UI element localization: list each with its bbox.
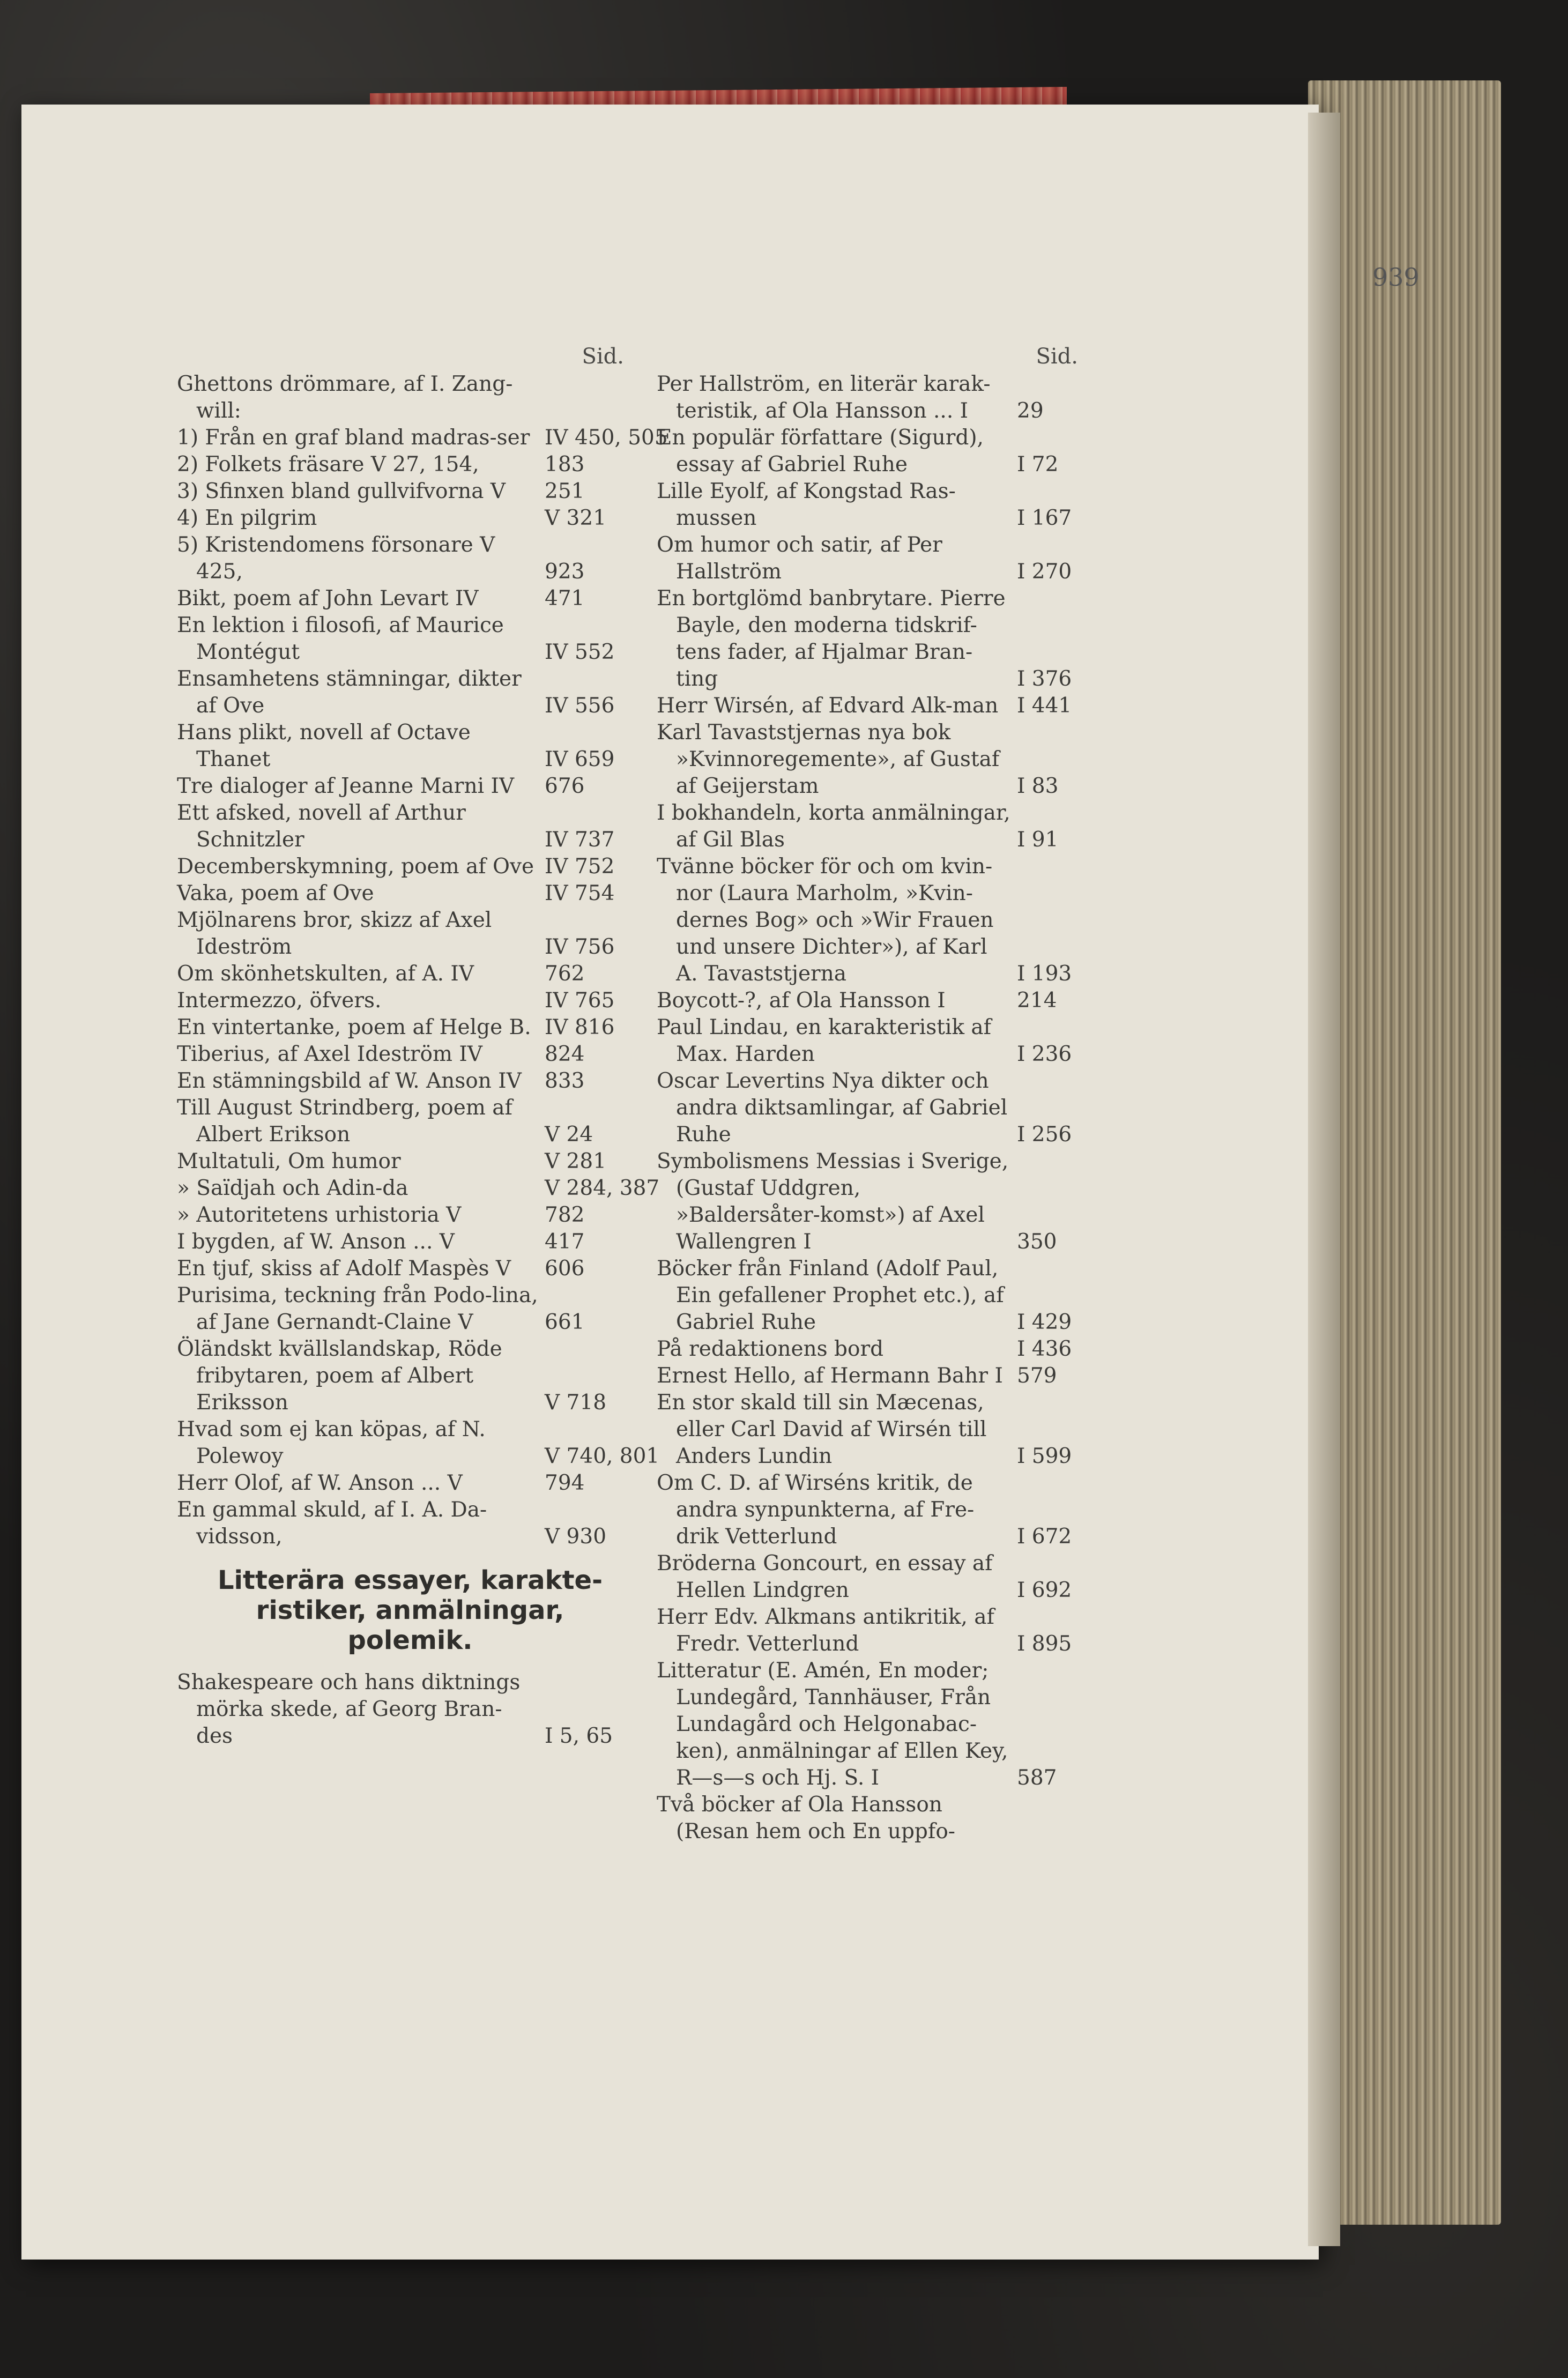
page-number: 939 [1372,263,1420,292]
entry-page-ref: IV 756 [545,935,615,959]
index-entry [177,907,643,961]
entry-title: Karl Tavaststjernas nya bok »Kvinnoregemente», af Gustaf af Geijerstam [657,720,1006,798]
index-entry [177,1669,643,1750]
index-entry [177,1095,643,1148]
entry-page-ref: 824 [545,1042,585,1066]
section-heading: Litterära essayer, karakte-ristiker, anmälningar, polemik. [217,1565,603,1655]
index-entry [177,1014,643,1041]
left-column [177,343,668,1750]
entry-page-ref: I 72 [1017,452,1059,477]
entry-page-ref: I 436 [1017,1337,1072,1361]
index-entry [177,425,668,451]
index-entry [177,1148,643,1175]
entry-page-ref: I 193 [1017,962,1072,986]
index-entry [177,800,643,853]
entry-title: En populär författare (Sigurd), essay af Gabriel Ruhe [657,426,991,477]
entry-page-ref: 762 [545,962,585,986]
index-entry [177,1068,643,1095]
entry-title: 3) Sfinxen bland gullvifvorna V [177,479,506,503]
entry-page-ref: IV 765 [545,989,615,1013]
index-entry [657,1658,1080,1792]
entry-page-ref: 350 [1017,1230,1057,1254]
index-entry [657,585,1080,693]
entry-title: Vaka, poem af Ove [177,881,374,905]
entry-title: Per Hallström, en literär karak-teristik, af Ola Hansson ... I [657,372,991,423]
entry-title: Om C. D. af Wirséns kritik, de andra synpunkterna, af Fre-drik Vetterlund [657,1471,980,1549]
entry-title: Två böcker af Ola Hansson (Resan hem och En uppfo- [657,1793,955,1844]
entry-title: Mjölnarens bror, skizz af Axel Ideström [177,908,499,959]
index-entry [657,1068,1080,1148]
index-entry [177,1282,643,1336]
index-entry [657,1389,1080,1470]
index-entry [657,719,1080,800]
index-entry [657,478,1080,532]
entry-title: Hvad som ej kan köpas, af N. Polewoy [177,1417,493,1468]
right-entries [657,371,1080,1845]
entry-title: » Autoritetens urhistoria V [177,1203,462,1227]
entry-title: En lektion i filosofi, af Maurice Montégut [177,613,511,664]
entry-title: En stämningsbild af W. Anson IV [177,1069,522,1093]
right-column [657,343,1080,1845]
index-entry [177,880,643,907]
index-entry [177,853,643,880]
entry-title: Ernest Hello, af Hermann Bahr I [657,1364,1003,1388]
entry-title: 1) Från en graf bland madras-ser [177,426,530,450]
index-entry [657,1470,1080,1550]
index-entry [177,1229,643,1255]
index-entry [657,425,1080,478]
entry-page-ref: I 270 [1017,560,1072,584]
entry-title: Purisima, teckning från Podo-lina, af Jane Gernandt-Claine V [177,1283,545,1334]
entry-page-ref: I 672 [1017,1525,1072,1549]
entry-title: På redaktionens bord [657,1337,884,1361]
index-entry [177,719,643,773]
index-entry [657,853,1080,987]
entry-page-ref: I 692 [1017,1578,1072,1602]
entry-page-ref: IV 754 [545,881,615,905]
entry-title: Om humor och satir, af Per Hallström [657,533,949,584]
index-entry [657,1148,1080,1255]
entry-title: Böcker från Finland (Adolf Paul, Ein gefallener Prophet etc.), af Gabriel Ruhe [657,1257,1011,1334]
index-entry [657,987,1080,1014]
entry-page-ref: IV 752 [545,854,615,879]
entry-page-ref: I 441 [1017,694,1072,718]
entry-page-ref: I 83 [1017,774,1059,798]
entry-page-ref: 251 [545,479,585,503]
index-entry [177,478,643,505]
entry-title: Tvänne böcker för och om kvin-nor (Laura Marholm, »Kvin-dernes Bog» och »Wir Frauen und unsere Dichter»), af Karl A. Tavaststjerna [657,854,1000,986]
right-column-header: Sid. [1036,344,1078,369]
entry-page-ref: 183 [545,452,585,477]
entry-page-ref: 676 [545,774,585,798]
index-entry [177,585,643,612]
index-entry [177,666,643,719]
entry-page-ref: V 740, 801 [545,1444,660,1468]
entry-page-ref: 923 [545,560,585,584]
entry-title: Oscar Levertins Nya dikter och andra diktsamlingar, af Gabriel Ruhe [657,1069,1014,1147]
entry-page-ref: 782 [545,1203,585,1227]
entry-title: I bokhandeln, korta anmälningar, af Gil Blas [657,801,1017,852]
entry-title: Boycott-?, af Ola Hansson I [657,989,946,1013]
entry-title: Ensamhetens stämningar, dikter af Ove [177,667,529,718]
entry-page-ref: I 376 [1017,667,1072,691]
entry-page-ref: I 5, 65 [545,1724,613,1748]
entry-title: Herr Olof, af W. Anson ... V [177,1471,463,1495]
entry-page-ref: 214 [1017,989,1057,1013]
index-entry [177,1175,660,1202]
index-entry [657,800,1080,853]
entry-page-ref: 417 [545,1230,585,1254]
index-entry [177,1416,660,1470]
entry-page-ref: IV 659 [545,747,615,771]
entry-page-ref: V 718 [545,1391,607,1415]
index-entry [177,1336,643,1416]
entry-title: En gammal skuld, af I. A. Da-vidsson, [177,1498,487,1549]
index-entry [177,451,643,478]
entry-title: I bygden, af W. Anson ... V [177,1230,455,1254]
entry-page-ref: V 24 [545,1123,593,1147]
entry-page-ref: 471 [545,586,585,611]
entry-title: Tre dialoger af Jeanne Marni IV [177,774,515,798]
left-entries [177,371,668,1550]
entry-title: Symbolismens Messias i Sverige, (Gustaf Uddgren, »Baldersåter-komst») af Axel Wallengren I [657,1149,1015,1254]
entry-title: 5) Kristendomens försonare V 425, [177,533,502,584]
entry-title: Till August Strindberg, poem af Albert Erikson [177,1096,519,1147]
page-edge [1308,113,1340,2246]
index-entry [657,1255,1080,1336]
entry-page-ref: 833 [545,1069,585,1093]
entry-title: Bröderna Goncourt, en essay af Hellen Lindgren [657,1551,1000,1602]
entry-page-ref: IV 552 [545,640,615,664]
entry-title: 4) En pilgrim [177,506,317,530]
entry-title: 2) Folkets fräsare V 27, 154, [177,452,479,477]
entry-title: En tjuf, skiss af Adolf Maspès V [177,1257,511,1281]
entry-page-ref: I 599 [1017,1444,1072,1468]
entry-page-ref: I 236 [1017,1042,1072,1066]
index-entry [657,1363,1080,1389]
entry-page-ref: IV 450, 505 [545,426,668,450]
index-entry [657,1550,1080,1604]
entry-title: Decemberskymning, poem af Ove [177,854,534,879]
entry-page-ref: I 895 [1017,1632,1072,1656]
entry-page-ref: V 284, 387 [545,1176,660,1200]
entry-page-ref: 661 [545,1310,585,1334]
index-entry [177,1202,643,1229]
entry-title: Herr Edv. Alkmans antikritik, af Fredr. Vetterlund [657,1605,1001,1656]
entry-title: En bortglömd banbrytare. Pierre Bayle, den moderna tidskrif-tens fader, af Hjalmar Bran-ting [657,586,1012,691]
entry-page-ref: I 256 [1017,1123,1072,1147]
left-after-entries [177,1669,643,1750]
index-entry [177,987,643,1014]
entry-page-ref: 29 [1017,399,1044,423]
entry-page-ref: IV 737 [545,828,615,852]
entry-page-ref: V 930 [545,1525,607,1549]
entry-page-ref: 587 [1017,1766,1057,1790]
entry-title: Om skönhetskulten, af A. IV [177,962,474,986]
entry-title: Ghettons drömmare, af I. Zang-will: [177,372,513,423]
entry-title: Ett afsked, novell af Arthur Schnitzler [177,801,473,852]
index-entry [657,1014,1080,1068]
index-entry [657,371,1080,425]
entry-title: Paul Lindau, en karakteristik af Max. Harden [657,1015,998,1066]
entry-page-ref: 794 [545,1471,585,1495]
entry-title: Tiberius, af Axel Ideström IV [177,1042,482,1066]
entry-title: Intermezzo, öfvers. [177,989,382,1013]
index-entry [177,1255,643,1282]
entry-title: Lille Eyolf, af Kongstad Ras-mussen [657,479,956,530]
entry-title: Hans plikt, novell af Octave Thanet [177,720,478,771]
entry-page-ref: IV 556 [545,694,615,718]
entry-page-ref: 606 [545,1257,585,1281]
index-entry [177,532,643,585]
entry-page-ref: I 429 [1017,1310,1072,1334]
index-entry [177,612,643,666]
entry-page-ref: I 91 [1017,828,1059,852]
entry-page-ref: I 167 [1017,506,1072,530]
entry-title: Herr Wirsén, af Edvard Alk-man [657,694,999,718]
entry-title: » Saïdjah och Adin-da [177,1176,408,1200]
entry-title: Öländskt kvällslandskap, Röde fribytaren, poem af Albert Eriksson [177,1337,509,1415]
index-entry [657,1604,1080,1658]
entry-title: Bikt, poem af John Levart IV [177,586,479,611]
entry-title: En stor skald till sin Mæcenas, eller Carl David af Wirsén till Anders Lundin [657,1391,993,1468]
entry-page-ref: IV 816 [545,1015,615,1039]
index-entry [177,505,643,532]
index-entry [657,1792,1080,1845]
index-entry [177,371,643,425]
index-entry [177,1470,643,1497]
index-entry [177,773,643,800]
index-entry [657,1336,1080,1363]
index-entry [177,1041,643,1068]
entry-page-ref: V 281 [545,1149,607,1173]
entry-page-ref: 579 [1017,1364,1057,1388]
index-entry [177,961,643,987]
entry-title: Multatuli, Om humor [177,1149,401,1173]
entry-title: Shakespeare och hans diktnings mörka skede, af Georg Bran-des [177,1670,527,1748]
entry-title: En vintertanke, poem af Helge B. [177,1015,531,1039]
index-entry [657,532,1080,585]
index-entry [177,1497,643,1550]
left-column-header: Sid. [582,344,624,369]
entry-page-ref: V 321 [545,506,607,530]
entry-title: Litteratur (E. Amén, En moder; Lundegård, Tannhäuser, Från Lundagård och Helgonabac-ken), anmälningar af Ellen Key, R—s—s och Hj. S. I [657,1659,1015,1790]
index-entry [657,693,1080,719]
